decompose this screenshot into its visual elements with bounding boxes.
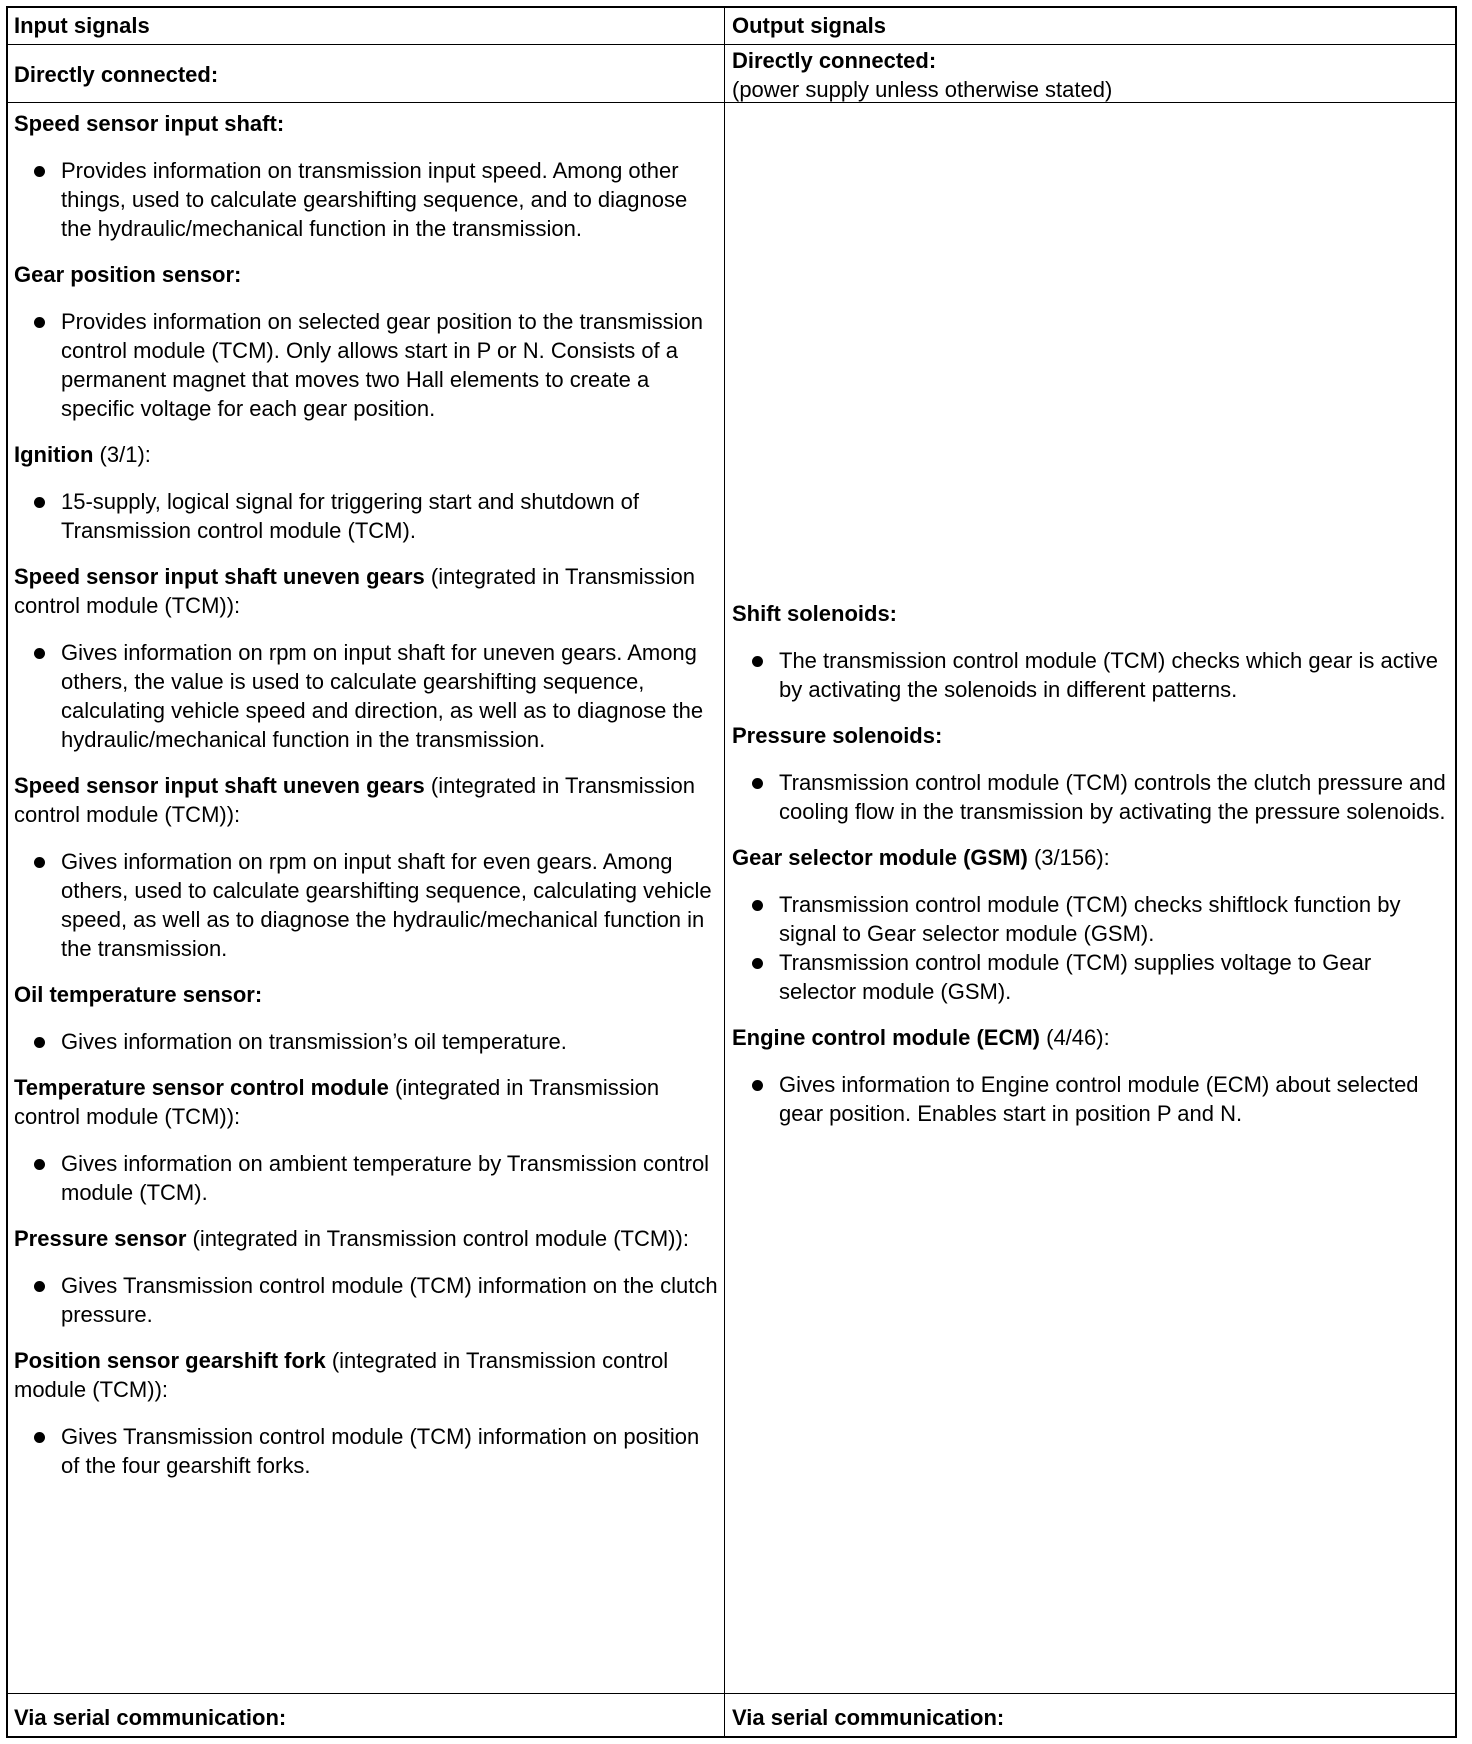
signal-section <box>14 440 718 545</box>
bullet-text: Gives information on rpm on input shaft for even gears. Among others, used to calculate gearshifting sequence, calculating vehicle speed, as well as to diagnose the hydraulic/mechanical function in the transmission. <box>61 849 712 961</box>
bullet-icon <box>752 958 763 969</box>
bullet-text: Transmission control module (TCM) controls the clutch pressure and cooling flow in the transmission by activating the pressure solenoids. <box>779 770 1446 824</box>
signal-note: (integrated in Transmission control module (TCM)): <box>14 1348 669 1402</box>
list-item <box>732 1070 1450 1128</box>
output-directly-connected <box>726 46 1456 104</box>
signal-section <box>14 562 718 754</box>
list-item <box>14 638 718 754</box>
bullet-icon <box>34 1281 45 1292</box>
bullet-icon <box>752 778 763 789</box>
list-item <box>14 847 718 963</box>
bullet-icon <box>34 497 45 508</box>
output-serial-communication: Via serial communication: <box>732 1705 1005 1730</box>
bullet-list <box>14 156 718 243</box>
bullet-text: Provides information on selected gear position to the transmission control module (TCM). Only allows start in P or N. Consists of a permanent magnet that moves two Hall elements to create a specific voltage for each gear position. <box>61 309 704 421</box>
signal-section <box>14 1224 718 1329</box>
output-signals-list <box>726 599 1456 1145</box>
signal-note: (3/156): <box>1027 845 1110 870</box>
signal-title: Shift solenoids: <box>732 601 897 626</box>
signal-note: (integrated in Transmission control module (TCM)): <box>186 1226 689 1251</box>
signal-section <box>732 1023 1450 1128</box>
signal-heading <box>14 1224 718 1253</box>
bullet-list <box>732 890 1450 1006</box>
bullet-icon <box>34 1037 45 1048</box>
signal-title: Pressure solenoids: <box>732 723 943 748</box>
signal-heading <box>732 1023 1450 1052</box>
output-signals-header: Output signals <box>732 13 886 38</box>
input-serial-communication: Via serial communication: <box>14 1705 287 1730</box>
bullet-text: Transmission control module (TCM) checks shiftlock function by signal to Gear selector module (GSM). <box>779 892 1401 946</box>
list-item <box>14 487 718 545</box>
list-item <box>732 890 1450 948</box>
signal-title: Speed sensor input shaft uneven gears <box>14 773 425 798</box>
signal-title: Position sensor gearshift fork <box>14 1348 326 1373</box>
signal-title: Speed sensor input shaft uneven gears <box>14 564 425 589</box>
list-item <box>14 307 718 423</box>
list-item <box>14 156 718 243</box>
signal-title: Gear position sensor: <box>14 262 242 287</box>
list-item <box>14 1422 718 1480</box>
signal-section <box>732 843 1450 1006</box>
bullet-text: Transmission control module (TCM) supplies voltage to Gear selector module (GSM). <box>779 950 1372 1004</box>
bullet-list <box>14 638 718 754</box>
signal-heading <box>732 843 1450 872</box>
signal-note: (integrated in Transmission control module (TCM)): <box>14 773 696 827</box>
list-item <box>14 1149 718 1207</box>
signal-heading <box>14 771 718 829</box>
bullet-text: Gives information to Engine control module (ECM) about selected gear position. Enables start in position P and N. <box>779 1072 1419 1126</box>
bullet-icon <box>34 166 45 177</box>
signal-heading <box>14 1073 718 1131</box>
bullet-list <box>14 1271 718 1329</box>
signal-title: Gear selector module (GSM) <box>732 845 1028 870</box>
signal-title: Oil temperature sensor: <box>14 982 263 1007</box>
signal-section <box>732 721 1450 826</box>
list-item <box>732 768 1450 826</box>
bullet-icon <box>34 1159 45 1170</box>
signal-note: (3/1): <box>93 442 151 467</box>
list-item <box>14 1027 718 1056</box>
signal-note: (4/46): <box>1040 1025 1110 1050</box>
bullet-text: 15-supply, logical signal for triggering start and shutdown of Transmission control module (TCM). <box>61 489 640 543</box>
bullet-text: Gives information on transmission’s oil temperature. <box>61 1029 567 1054</box>
signal-title: Ignition <box>14 442 94 467</box>
bullet-icon <box>34 317 45 328</box>
bullet-list <box>732 646 1450 704</box>
bullet-list <box>732 1070 1450 1128</box>
signal-title: Speed sensor input shaft: <box>14 111 285 136</box>
bullet-text: Gives Transmission control module (TCM) information on the clutch pressure. <box>61 1273 718 1327</box>
bullet-text: Gives information on rpm on input shaft for uneven gears. Among others, the value is used to calculate gearshifting sequence, calculating vehicle speed and direction, as well as to diagnose the hydraulic/mechanical function in the transmission. <box>61 640 704 752</box>
signals-table <box>6 6 1457 1738</box>
bullet-text: Provides information on transmission input speed. Among other things, used to calculate gearshifting sequence, and to diagnose the hydraulic/mechanical function in the transmission. <box>61 158 688 241</box>
list-item <box>732 646 1450 704</box>
signal-heading <box>14 562 718 620</box>
signal-title: Temperature sensor control module <box>14 1075 389 1100</box>
bullet-icon <box>752 1080 763 1091</box>
signal-section <box>732 599 1450 704</box>
signal-section <box>14 109 718 243</box>
signal-heading <box>14 260 718 289</box>
signal-section <box>14 260 718 423</box>
signal-section <box>14 1073 718 1207</box>
signal-heading <box>14 440 718 469</box>
bullet-text: The transmission control module (TCM) checks which gear is active by activating the solenoids in different patterns. <box>779 648 1439 702</box>
list-item <box>732 948 1450 1006</box>
signal-section <box>14 1346 718 1480</box>
list-item <box>14 1271 718 1329</box>
signal-heading <box>732 721 1450 750</box>
signal-note: (integrated in Transmission control module (TCM)): <box>14 564 696 618</box>
bullet-icon <box>752 656 763 667</box>
bullet-list <box>14 847 718 963</box>
bullet-list <box>14 1149 718 1207</box>
bullet-text: Gives Transmission control module (TCM) information on position of the four gearshift forks. <box>61 1424 700 1478</box>
signal-heading <box>14 109 718 138</box>
output-directly-connected-note: (power supply unless otherwise stated) <box>732 77 1113 102</box>
signal-note: (integrated in Transmission control module (TCM)): <box>14 1075 660 1129</box>
input-directly-connected: Directly connected: <box>14 62 219 87</box>
bullet-list <box>14 307 718 423</box>
input-signals-header: Input signals <box>14 13 150 38</box>
signal-heading <box>14 1346 718 1404</box>
bullet-list <box>14 1027 718 1056</box>
row-divider <box>8 1693 1455 1694</box>
signal-heading <box>732 599 1450 628</box>
output-directly-connected-title: Directly connected: <box>732 48 937 73</box>
bullet-icon <box>34 1432 45 1443</box>
bullet-icon <box>34 857 45 868</box>
input-signals-list <box>8 109 724 1497</box>
signal-heading <box>14 980 718 1009</box>
column-divider <box>724 8 725 1736</box>
bullet-list <box>14 487 718 545</box>
bullet-list <box>732 768 1450 826</box>
signal-title: Pressure sensor <box>14 1226 187 1251</box>
bullet-text: Gives information on ambient temperature by Transmission control module (TCM). <box>61 1151 710 1205</box>
bullet-list <box>14 1422 718 1480</box>
row-divider <box>8 44 1455 45</box>
signal-title: Engine control module (ECM) <box>732 1025 1040 1050</box>
signal-section <box>14 980 718 1056</box>
bullet-icon <box>752 900 763 911</box>
bullet-icon <box>34 648 45 659</box>
signal-section <box>14 771 718 963</box>
